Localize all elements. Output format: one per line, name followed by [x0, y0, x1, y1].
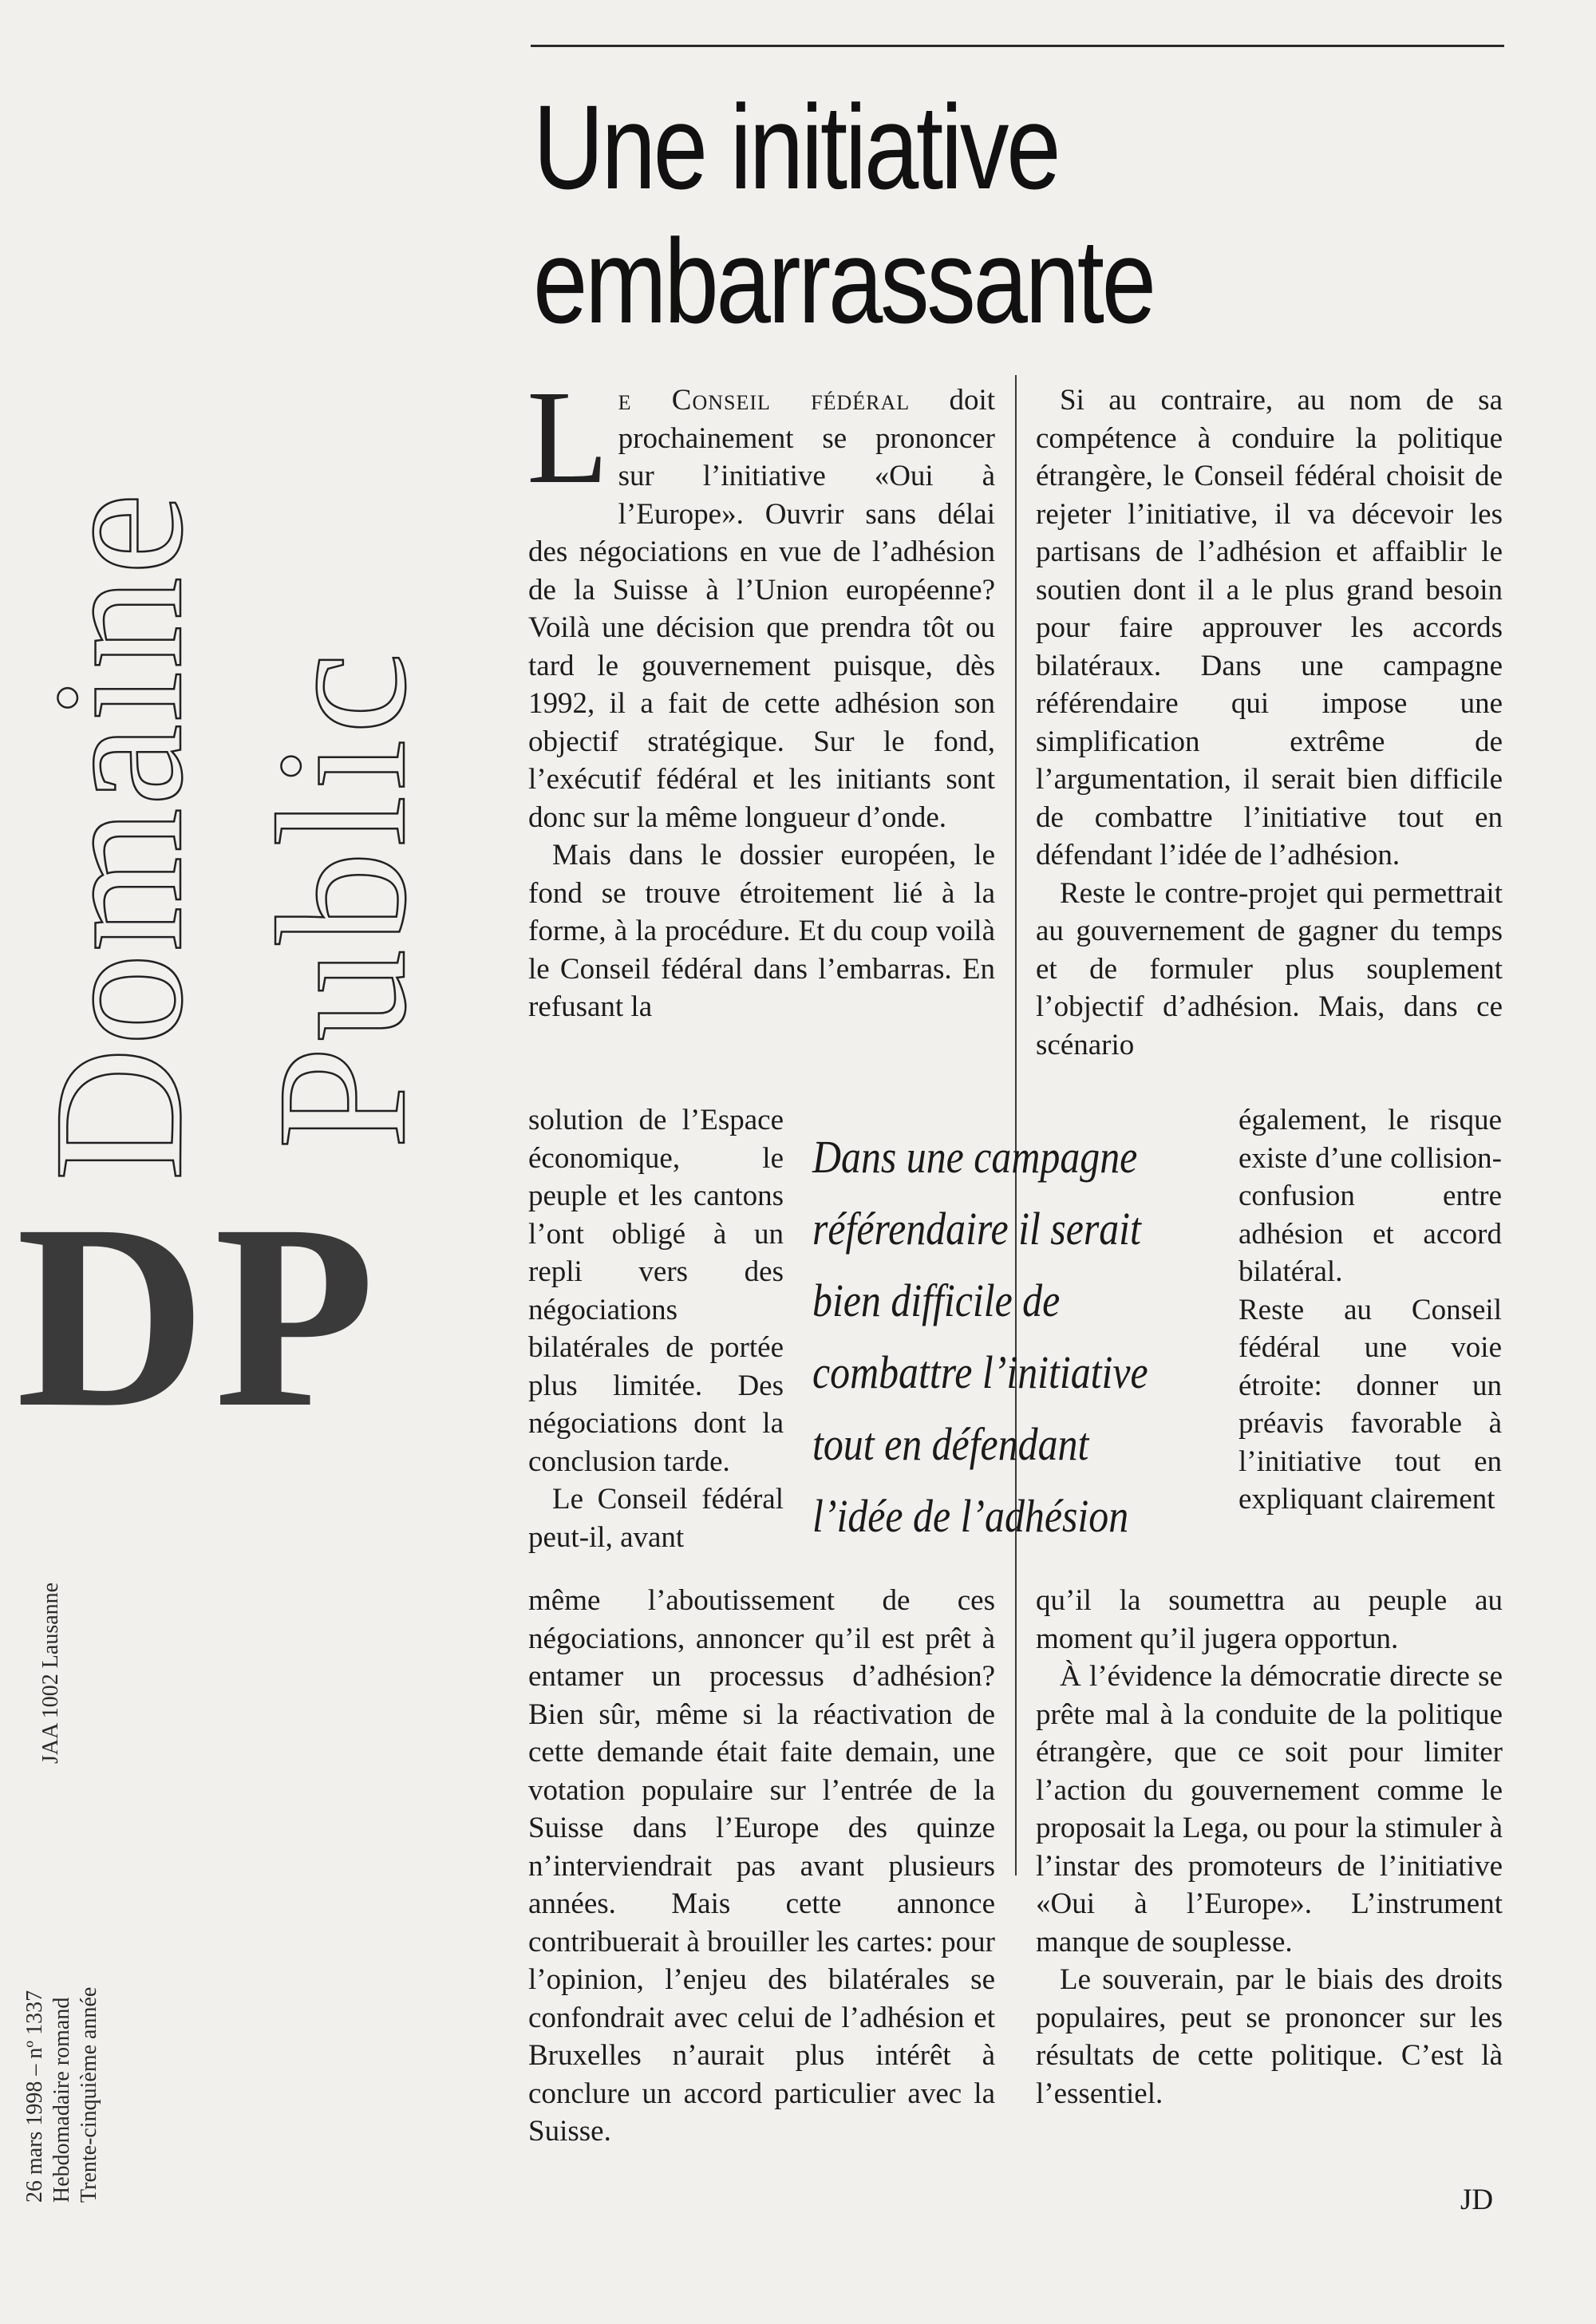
author-signature: JD — [1460, 2184, 1494, 2216]
paragraph-2: Mais dans le dossier européen, le fond se trouve étroitement lié à la forme, à la procédure. Et du coup voilà le Conseil fédéral dans l’embarras. En refusant la — [528, 839, 995, 1023]
paragraph-3: Le Conseil fédéral peut-il, avant — [528, 1483, 784, 1554]
masthead-public: Public — [239, 647, 444, 1149]
drop-cap: L — [527, 363, 609, 512]
pull-quote-line: l’idée de l’adhésion — [812, 1490, 1129, 1542]
issue-year: Trente-cinquième année — [77, 1986, 101, 2203]
paragraph-6-cont: qu’il la soumettra au peuple au moment qu’il jugera opportun. — [1036, 1584, 1503, 1655]
top-rule — [531, 45, 1504, 47]
pull-quote-line: Dans une campagne — [812, 1131, 1138, 1183]
paragraph-2-cont: solution de l’Espace économique, le peuple et les cantons l’ont obligé à un repli vers des négociations bilatérales de portée plus limitée. Des négociations dont la conclusion tarde. — [528, 1104, 784, 1478]
pull-quote-line: tout en défendant — [812, 1418, 1089, 1470]
title-line-2: embarrassante — [533, 214, 1154, 348]
paragraph-7: À l’évidence la démocratie directe se prête mal à la conduite de la politique étrangère, que ce soit pour limiter l’action du gouvernement comme le proposait la Lega, ou pour la stimuler à l’instar des promoteurs de l’initiative «Oui à l’Europe». L’instrument manque de souplesse. — [1036, 1660, 1503, 1958]
pull-quote — [812, 1121, 1169, 1552]
paragraph-6: Reste au Conseil fédéral une voie étroite: donner un préavis favorable à l’initiative tout en expliquant clairement — [1238, 1293, 1502, 1516]
issue-date: 26 mars 1998 – nº 1337 — [22, 1990, 47, 2203]
column-2-top — [1036, 381, 1503, 1100]
pull-quote-line: bien difficile de — [812, 1275, 1061, 1326]
paragraph-5-cont: également, le risque existe d’une collision-confusion entre adhésion et accord bilatéral. — [1238, 1104, 1502, 1288]
column-1-bottom — [528, 1582, 995, 2220]
paragraph-1-text: doit prochainement se prononcer sur l’initiative «Oui à l’Europe». Ouvrir sans délai des négociations en vue de l’adhésion de la Suisse à l’Union européenne? Voilà une décision que prendra tôt ou tard le gouvernement puisque, dès 1992, il a fait de cette adhésion son objectif stratégique. Sur le fond, l’exécutif fédéral et les initiants sont donc sur la même longueur d’onde. — [528, 384, 996, 834]
article-title — [533, 80, 1318, 348]
pull-quote-line: référendaire il serait — [812, 1203, 1141, 1255]
masthead-domaine: Domaine — [16, 491, 221, 1181]
paragraph-1 — [527, 363, 996, 836]
column-1-top — [527, 363, 996, 1100]
issue-frequency: Hebdomadaire romand — [49, 1997, 74, 2203]
paragraph-5: Reste le contre-projet qui permettrait au gouvernement de gagner du temps et de formuler plus souplement l’objectif d’adhésion. Mais, dans ce scénario — [1036, 876, 1503, 1061]
lead-smallcaps: e Conseil fédéral — [618, 384, 911, 417]
column-1-middle — [528, 1101, 784, 1580]
masthead-initials: DP — [16, 1171, 383, 1462]
column-2-middle — [1238, 1101, 1502, 1580]
pull-quote-line: combattre l’initiative — [812, 1346, 1148, 1398]
paragraph-3-cont: même l’aboutissement de ces négociations, annoncer qu’il est prêt à entamer un processus d’adhésion? Bien sûr, même si la réactivation de cette demande était faite demain, une votation populaire sur l’entrée de la Suisse dans l’Europe des quinze n’interviendrait pas avant plusieurs années. Mais cette annonce contribuerait à brouiller les cartes: pour l’opinion, l’enjeu des bilatérales se confondrait avec celui de l’adhésion et Bruxelles n’aurait plus intérêt à conclure un accord particulier avec la Suisse. — [528, 1584, 995, 2148]
title-line-1: Une initiative — [533, 80, 1059, 214]
postal-mark: JAA 1002 Lausanne — [38, 1582, 63, 1764]
paragraph-8: Le souverain, par le biais des droits populaires, peut se prononcer sur les résultats de cette politique. C’est là l’essentiel. — [1036, 1963, 1503, 2110]
column-2-bottom — [1036, 1582, 1503, 2140]
paragraph-4: Si au contraire, au nom de sa compétence à conduire la politique étrangère, le Conseil fédéral choisit de rejeter l’initiative, il va décevoir les partisans de l’adhésion et affaiblir le soutien dont il a le plus grand besoin pour faire approuver les accords bilatéraux. Dans une campagne référendaire qui impose une simplification extrême de l’argumentation, il serait bien difficile de combattre l’initiative tout en défendant l’idée de l’adhésion. — [1036, 384, 1503, 872]
